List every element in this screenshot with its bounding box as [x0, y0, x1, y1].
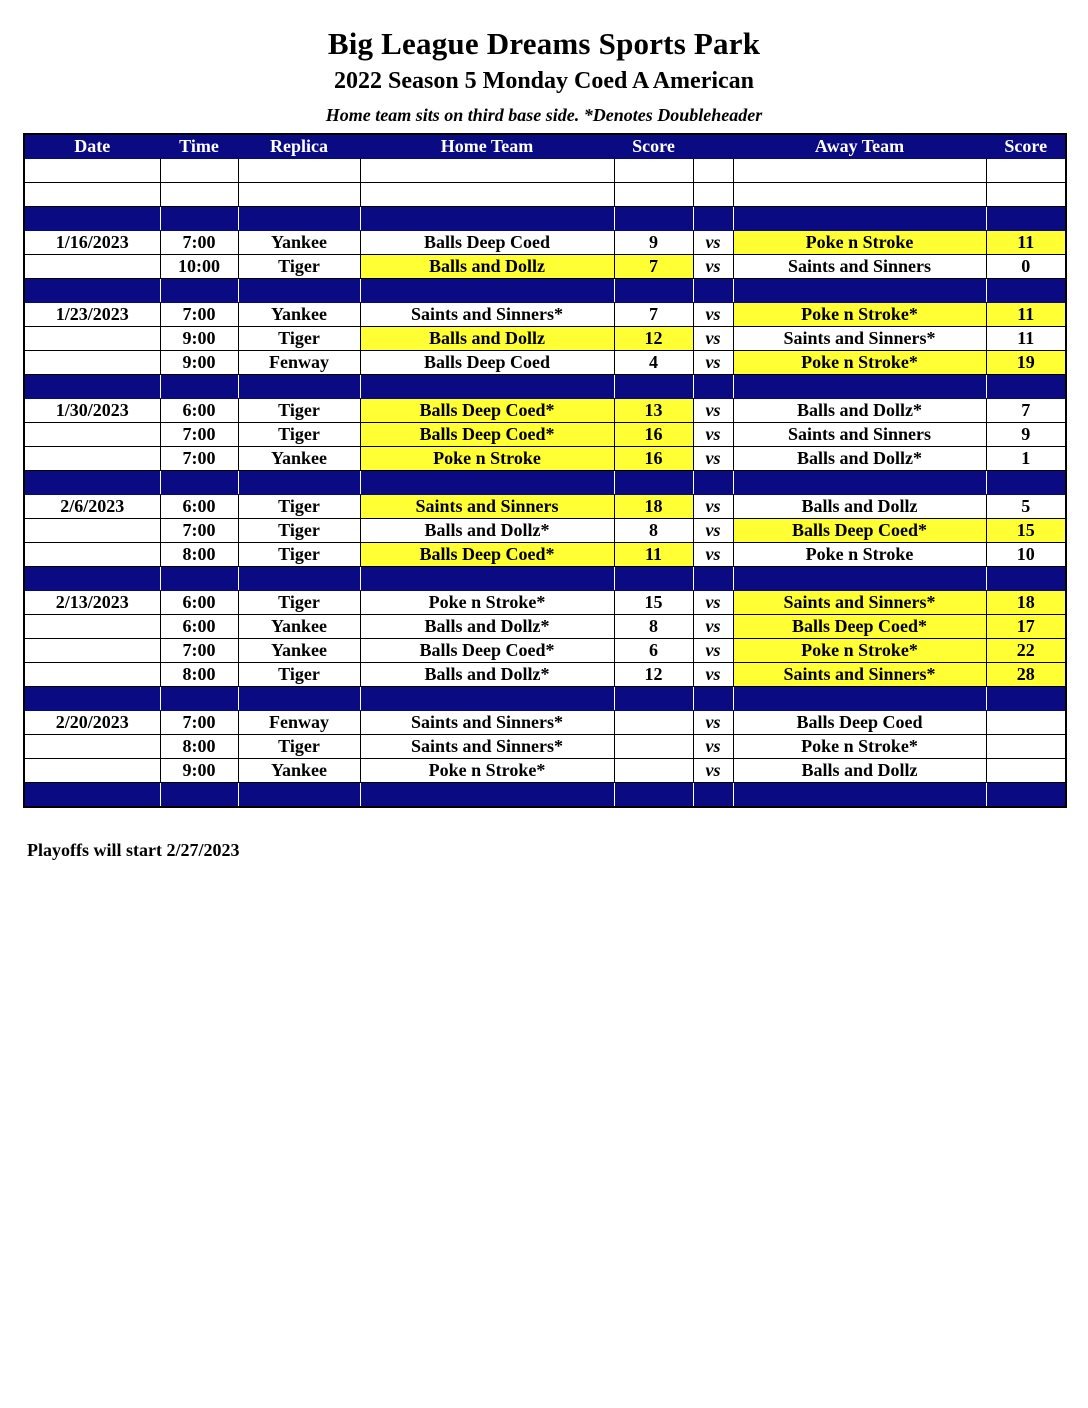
away-team-cell: Saints and Sinners — [733, 255, 986, 279]
blank-cell — [360, 183, 614, 207]
home-team-cell: Poke n Stroke — [360, 447, 614, 471]
blank-cell — [238, 183, 360, 207]
home-team-cell: Saints and Sinners* — [360, 303, 614, 327]
separator-cell — [360, 279, 614, 303]
date-cell: 2/20/2023 — [24, 711, 160, 735]
home-team-cell: Saints and Sinners* — [360, 711, 614, 735]
separator-cell — [238, 567, 360, 591]
col-header-time: Time — [160, 134, 238, 159]
vs-cell: vs — [693, 399, 733, 423]
date-cell — [24, 735, 160, 759]
separator-cell — [160, 783, 238, 808]
separator-cell — [24, 687, 160, 711]
separator-cell — [986, 687, 1066, 711]
date-cell: 1/30/2023 — [24, 399, 160, 423]
away-score-cell: 7 — [986, 399, 1066, 423]
separator-cell — [986, 207, 1066, 231]
col-header-away-team: Away Team — [733, 134, 986, 159]
separator-cell — [360, 783, 614, 808]
blank-cell — [986, 159, 1066, 183]
home-score-cell — [614, 735, 693, 759]
vs-cell: vs — [693, 231, 733, 255]
vs-cell: vs — [693, 663, 733, 687]
away-team-cell: Poke n Stroke* — [733, 351, 986, 375]
away-score-cell: 9 — [986, 423, 1066, 447]
vs-cell: vs — [693, 495, 733, 519]
game-row — [24, 519, 1066, 543]
time-cell: 6:00 — [160, 399, 238, 423]
separator-cell — [238, 471, 360, 495]
time-cell: 9:00 — [160, 759, 238, 783]
home-score-cell: 8 — [614, 615, 693, 639]
separator-cell — [733, 783, 986, 808]
home-score-cell: 12 — [614, 663, 693, 687]
time-cell: 6:00 — [160, 495, 238, 519]
replica-cell: Tiger — [238, 423, 360, 447]
away-team-cell: Balls Deep Coed — [733, 711, 986, 735]
away-team-cell: Balls and Dollz — [733, 759, 986, 783]
separator-cell — [24, 375, 160, 399]
blank-cell — [693, 183, 733, 207]
replica-cell: Tiger — [238, 327, 360, 351]
vs-cell: vs — [693, 639, 733, 663]
away-score-cell: 28 — [986, 663, 1066, 687]
separator-cell — [733, 375, 986, 399]
home-score-cell: 4 — [614, 351, 693, 375]
home-team-cell: Balls Deep Coed — [360, 351, 614, 375]
separator-cell — [160, 687, 238, 711]
separator-cell — [360, 471, 614, 495]
separator-cell — [733, 687, 986, 711]
home-score-cell: 9 — [614, 231, 693, 255]
away-score-cell: 11 — [986, 231, 1066, 255]
blank-cell — [733, 159, 986, 183]
separator-cell — [360, 375, 614, 399]
separator-cell — [986, 471, 1066, 495]
home-score-cell: 11 — [614, 543, 693, 567]
doubleheader-note: Home team sits on third base side. *Denotes Doubleheader — [325, 105, 763, 125]
game-row — [24, 591, 1066, 615]
home-team-cell: Balls Deep Coed — [360, 231, 614, 255]
away-score-cell — [986, 735, 1066, 759]
separator-cell — [693, 207, 733, 231]
game-row — [24, 231, 1066, 255]
separator-cell — [360, 207, 614, 231]
date-cell — [24, 615, 160, 639]
time-cell: 8:00 — [160, 735, 238, 759]
separator-cell — [733, 471, 986, 495]
game-row — [24, 351, 1066, 375]
replica-cell: Yankee — [238, 615, 360, 639]
away-team-cell: Balls and Dollz* — [733, 447, 986, 471]
away-team-cell: Poke n Stroke — [733, 543, 986, 567]
home-team-cell: Poke n Stroke* — [360, 591, 614, 615]
game-row — [24, 711, 1066, 735]
away-team-cell: Saints and Sinners — [733, 423, 986, 447]
schedule-table — [23, 133, 1067, 808]
separator-cell — [614, 279, 693, 303]
time-cell: 7:00 — [160, 711, 238, 735]
replica-cell: Tiger — [238, 735, 360, 759]
home-team-cell: Balls Deep Coed* — [360, 399, 614, 423]
blank-cell — [614, 159, 693, 183]
time-cell: 9:00 — [160, 351, 238, 375]
separator-cell — [160, 471, 238, 495]
separator-cell — [693, 567, 733, 591]
separator-cell — [614, 471, 693, 495]
separator-cell — [614, 375, 693, 399]
col-header-vs — [693, 134, 733, 159]
home-score-cell: 8 — [614, 519, 693, 543]
vs-cell: vs — [693, 351, 733, 375]
game-row — [24, 303, 1066, 327]
vs-cell: vs — [693, 327, 733, 351]
home-team-cell: Balls and Dollz* — [360, 615, 614, 639]
home-team-cell: Balls Deep Coed* — [360, 543, 614, 567]
home-score-cell: 13 — [614, 399, 693, 423]
separator-cell — [160, 375, 238, 399]
separator-cell — [693, 471, 733, 495]
date-cell — [24, 351, 160, 375]
away-team-cell: Poke n Stroke* — [733, 639, 986, 663]
schedule-body — [24, 159, 1066, 808]
separator-cell — [986, 375, 1066, 399]
date-cell: 1/16/2023 — [24, 231, 160, 255]
separator-cell — [614, 207, 693, 231]
week-separator-row — [24, 375, 1066, 399]
time-cell: 8:00 — [160, 543, 238, 567]
separator-cell — [986, 567, 1066, 591]
away-score-cell: 5 — [986, 495, 1066, 519]
away-score-cell: 17 — [986, 615, 1066, 639]
home-score-cell: 16 — [614, 423, 693, 447]
away-score-cell: 18 — [986, 591, 1066, 615]
vs-cell: vs — [693, 423, 733, 447]
away-score-cell: 0 — [986, 255, 1066, 279]
separator-cell — [24, 279, 160, 303]
blank-cell — [238, 159, 360, 183]
date-cell — [24, 255, 160, 279]
vs-cell: vs — [693, 711, 733, 735]
separator-cell — [986, 783, 1066, 808]
replica-cell: Yankee — [238, 303, 360, 327]
separator-cell — [238, 783, 360, 808]
date-cell — [24, 663, 160, 687]
away-team-cell: Saints and Sinners* — [733, 327, 986, 351]
separator-cell — [24, 567, 160, 591]
replica-cell: Tiger — [238, 543, 360, 567]
away-team-cell: Balls Deep Coed* — [733, 615, 986, 639]
vs-cell: vs — [693, 447, 733, 471]
game-row — [24, 639, 1066, 663]
week-separator-row — [24, 783, 1066, 808]
vs-cell: vs — [693, 759, 733, 783]
home-team-cell: Balls Deep Coed* — [360, 423, 614, 447]
away-team-cell: Saints and Sinners* — [733, 663, 986, 687]
date-cell — [24, 639, 160, 663]
away-score-cell: 11 — [986, 303, 1066, 327]
time-cell: 7:00 — [160, 447, 238, 471]
home-score-cell — [614, 711, 693, 735]
time-cell: 7:00 — [160, 231, 238, 255]
col-header-home-team: Home Team — [360, 134, 614, 159]
blank-cell — [733, 183, 986, 207]
away-team-cell: Saints and Sinners* — [733, 591, 986, 615]
away-score-cell: 19 — [986, 351, 1066, 375]
away-team-cell: Poke n Stroke — [733, 231, 986, 255]
away-team-cell: Poke n Stroke* — [733, 735, 986, 759]
col-header-replica: Replica — [238, 134, 360, 159]
home-team-cell: Balls and Dollz* — [360, 519, 614, 543]
away-team-cell: Poke n Stroke* — [733, 303, 986, 327]
replica-cell: Fenway — [238, 711, 360, 735]
date-cell — [24, 519, 160, 543]
date-cell: 2/6/2023 — [24, 495, 160, 519]
blank-cell — [24, 159, 160, 183]
home-team-cell: Balls and Dollz* — [360, 663, 614, 687]
blank-cell — [160, 159, 238, 183]
away-score-cell — [986, 711, 1066, 735]
separator-cell — [986, 279, 1066, 303]
home-team-cell: Saints and Sinners — [360, 495, 614, 519]
separator-cell — [24, 783, 160, 808]
separator-cell — [238, 279, 360, 303]
separator-cell — [693, 375, 733, 399]
vs-cell: vs — [693, 519, 733, 543]
col-header-date: Date — [24, 134, 160, 159]
date-cell — [24, 423, 160, 447]
replica-cell: Tiger — [238, 519, 360, 543]
home-score-cell: 12 — [614, 327, 693, 351]
separator-cell — [24, 207, 160, 231]
week-separator-row — [24, 279, 1066, 303]
home-score-cell: 6 — [614, 639, 693, 663]
time-cell: 7:00 — [160, 639, 238, 663]
vs-cell: vs — [693, 591, 733, 615]
separator-cell — [360, 567, 614, 591]
separator-cell — [24, 471, 160, 495]
page-title: Big League Dreams Sports Park — [327, 26, 761, 61]
page-subtitle: 2022 Season 5 Monday Coed A American — [333, 68, 755, 94]
game-row — [24, 663, 1066, 687]
home-score-cell — [614, 759, 693, 783]
blank-cell — [986, 183, 1066, 207]
game-row — [24, 447, 1066, 471]
date-cell — [24, 447, 160, 471]
col-header-away-score: Score — [986, 134, 1066, 159]
game-row — [24, 759, 1066, 783]
date-cell: 2/13/2023 — [24, 591, 160, 615]
away-team-cell: Balls and Dollz* — [733, 399, 986, 423]
away-team-cell: Balls Deep Coed* — [733, 519, 986, 543]
away-score-cell: 1 — [986, 447, 1066, 471]
home-score-cell: 15 — [614, 591, 693, 615]
away-score-cell: 22 — [986, 639, 1066, 663]
separator-cell — [733, 279, 986, 303]
game-row — [24, 615, 1066, 639]
replica-cell: Tiger — [238, 495, 360, 519]
header-row — [24, 134, 1066, 159]
separator-cell — [238, 375, 360, 399]
separator-cell — [614, 783, 693, 808]
vs-cell: vs — [693, 543, 733, 567]
away-team-cell: Balls and Dollz — [733, 495, 986, 519]
replica-cell: Yankee — [238, 231, 360, 255]
date-cell — [24, 543, 160, 567]
blank-cell — [24, 183, 160, 207]
blank-row — [24, 159, 1066, 183]
blank-cell — [160, 183, 238, 207]
separator-cell — [160, 207, 238, 231]
home-team-cell: Poke n Stroke* — [360, 759, 614, 783]
away-score-cell: 11 — [986, 327, 1066, 351]
time-cell: 8:00 — [160, 663, 238, 687]
game-row — [24, 255, 1066, 279]
playoffs-note: Playoffs will start 2/27/2023 — [27, 840, 240, 860]
home-score-cell: 18 — [614, 495, 693, 519]
away-score-cell: 15 — [986, 519, 1066, 543]
separator-cell — [733, 567, 986, 591]
week-separator-row — [24, 207, 1066, 231]
separator-cell — [360, 687, 614, 711]
separator-cell — [238, 687, 360, 711]
home-team-cell: Saints and Sinners* — [360, 735, 614, 759]
blank-cell — [360, 159, 614, 183]
game-row — [24, 423, 1066, 447]
date-cell — [24, 759, 160, 783]
replica-cell: Yankee — [238, 447, 360, 471]
home-team-cell: Balls and Dollz — [360, 327, 614, 351]
week-separator-row — [24, 687, 1066, 711]
time-cell: 6:00 — [160, 591, 238, 615]
blank-cell — [614, 183, 693, 207]
away-score-cell: 10 — [986, 543, 1066, 567]
time-cell: 10:00 — [160, 255, 238, 279]
vs-cell: vs — [693, 255, 733, 279]
separator-cell — [733, 207, 986, 231]
replica-cell: Yankee — [238, 639, 360, 663]
game-row — [24, 735, 1066, 759]
replica-cell: Tiger — [238, 591, 360, 615]
separator-cell — [614, 567, 693, 591]
home-score-cell: 7 — [614, 255, 693, 279]
separator-cell — [160, 567, 238, 591]
replica-cell: Tiger — [238, 399, 360, 423]
game-row — [24, 327, 1066, 351]
date-cell — [24, 327, 160, 351]
home-score-cell: 16 — [614, 447, 693, 471]
week-separator-row — [24, 471, 1066, 495]
vs-cell: vs — [693, 735, 733, 759]
separator-cell — [160, 279, 238, 303]
blank-cell — [693, 159, 733, 183]
replica-cell: Tiger — [238, 255, 360, 279]
home-team-cell: Balls Deep Coed* — [360, 639, 614, 663]
separator-cell — [614, 687, 693, 711]
date-cell: 1/23/2023 — [24, 303, 160, 327]
time-cell: 9:00 — [160, 327, 238, 351]
home-team-cell: Balls and Dollz — [360, 255, 614, 279]
week-separator-row — [24, 567, 1066, 591]
separator-cell — [693, 783, 733, 808]
replica-cell: Yankee — [238, 759, 360, 783]
vs-cell: vs — [693, 615, 733, 639]
separator-cell — [238, 207, 360, 231]
time-cell: 6:00 — [160, 615, 238, 639]
blank-row — [24, 183, 1066, 207]
separator-cell — [693, 279, 733, 303]
time-cell: 7:00 — [160, 303, 238, 327]
home-score-cell: 7 — [614, 303, 693, 327]
away-score-cell — [986, 759, 1066, 783]
game-row — [24, 399, 1066, 423]
replica-cell: Fenway — [238, 351, 360, 375]
replica-cell: Tiger — [238, 663, 360, 687]
time-cell: 7:00 — [160, 519, 238, 543]
vs-cell: vs — [693, 303, 733, 327]
separator-cell — [693, 687, 733, 711]
col-header-home-score: Score — [614, 134, 693, 159]
game-row — [24, 543, 1066, 567]
game-row — [24, 495, 1066, 519]
time-cell: 7:00 — [160, 423, 238, 447]
